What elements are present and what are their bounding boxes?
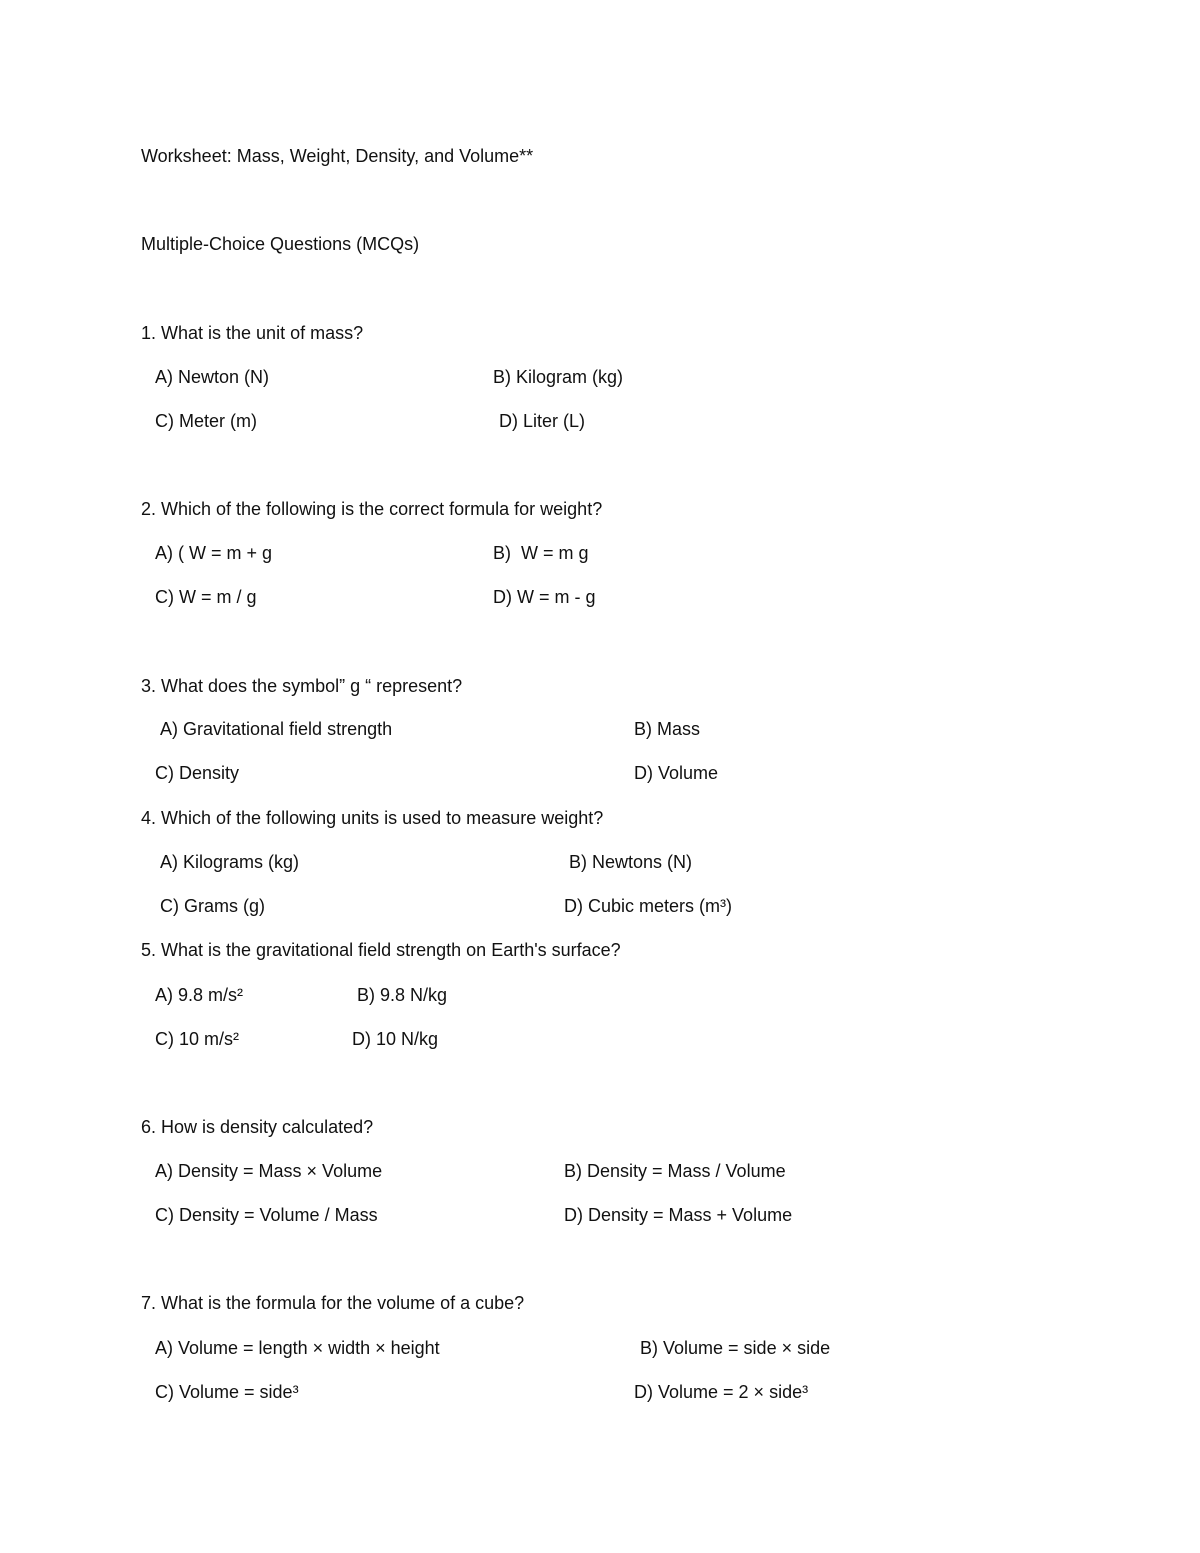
question-2: 2. Which of the following is the correct formula for weight?: [141, 499, 603, 519]
q6-option-c: C) Density = Volume / Mass: [155, 1205, 378, 1225]
q5-option-a: A) 9.8 m/s²: [155, 985, 244, 1005]
q2-option-b: B) W = m g: [493, 543, 589, 563]
q3-option-d: D) Volume: [634, 763, 719, 783]
q1-option-c: C) Meter (m): [155, 411, 257, 431]
q2-option-a: A) ( W = m + g: [155, 543, 273, 563]
q5-option-d: D) 10 N/kg: [352, 1029, 439, 1049]
question-4: 4. Which of the following units is used to measure weight?: [141, 808, 604, 828]
q5-option-c: C) 10 m/s²: [155, 1029, 240, 1049]
q6-option-b: B) Density = Mass / Volume: [564, 1161, 786, 1181]
q1-option-a: A) Newton (N): [155, 367, 270, 387]
q2-option-c: C) W = m / g: [155, 587, 257, 607]
q6-option-a: A) Density = Mass × Volume: [155, 1161, 383, 1181]
q7-option-d: D) Volume = 2 × side³: [634, 1382, 809, 1402]
q2-option-d: D) W = m - g: [493, 587, 596, 607]
q7-option-b: B) Volume = side × side: [640, 1338, 831, 1358]
q4-option-b: B) Newtons (N): [569, 852, 693, 872]
q4-option-a: A) Kilograms (kg): [160, 852, 300, 872]
q7-option-a: A) Volume = length × width × height: [155, 1338, 440, 1358]
q3-option-b: B) Mass: [634, 719, 701, 739]
q1-option-b: B) Kilogram (kg): [493, 367, 624, 387]
q4-option-c: C) Grams (g): [160, 896, 265, 916]
question-3: 3. What does the symbol” g “ represent?: [141, 676, 463, 696]
q6-option-d: D) Density = Mass + Volume: [564, 1205, 793, 1225]
question-6: 6. How is density calculated?: [141, 1117, 374, 1137]
question-1: 1. What is the unit of mass?: [141, 323, 364, 343]
worksheet-title: Worksheet: Mass, Weight, Density, and Volume**: [141, 146, 534, 166]
question-7: 7. What is the formula for the volume of a cube?: [141, 1293, 525, 1313]
q7-option-c: C) Volume = side³: [155, 1382, 299, 1402]
section-heading: Multiple-Choice Questions (MCQs): [141, 234, 420, 254]
q3-option-c: C) Density: [155, 763, 240, 783]
q4-option-d: D) Cubic meters (m³): [564, 896, 733, 916]
q3-option-a: A) Gravitational field strength: [160, 719, 393, 739]
q5-option-b: B) 9.8 N/kg: [357, 985, 448, 1005]
question-5: 5. What is the gravitational field strength on Earth's surface?: [141, 940, 621, 960]
q1-option-d: D) Liter (L): [499, 411, 586, 431]
